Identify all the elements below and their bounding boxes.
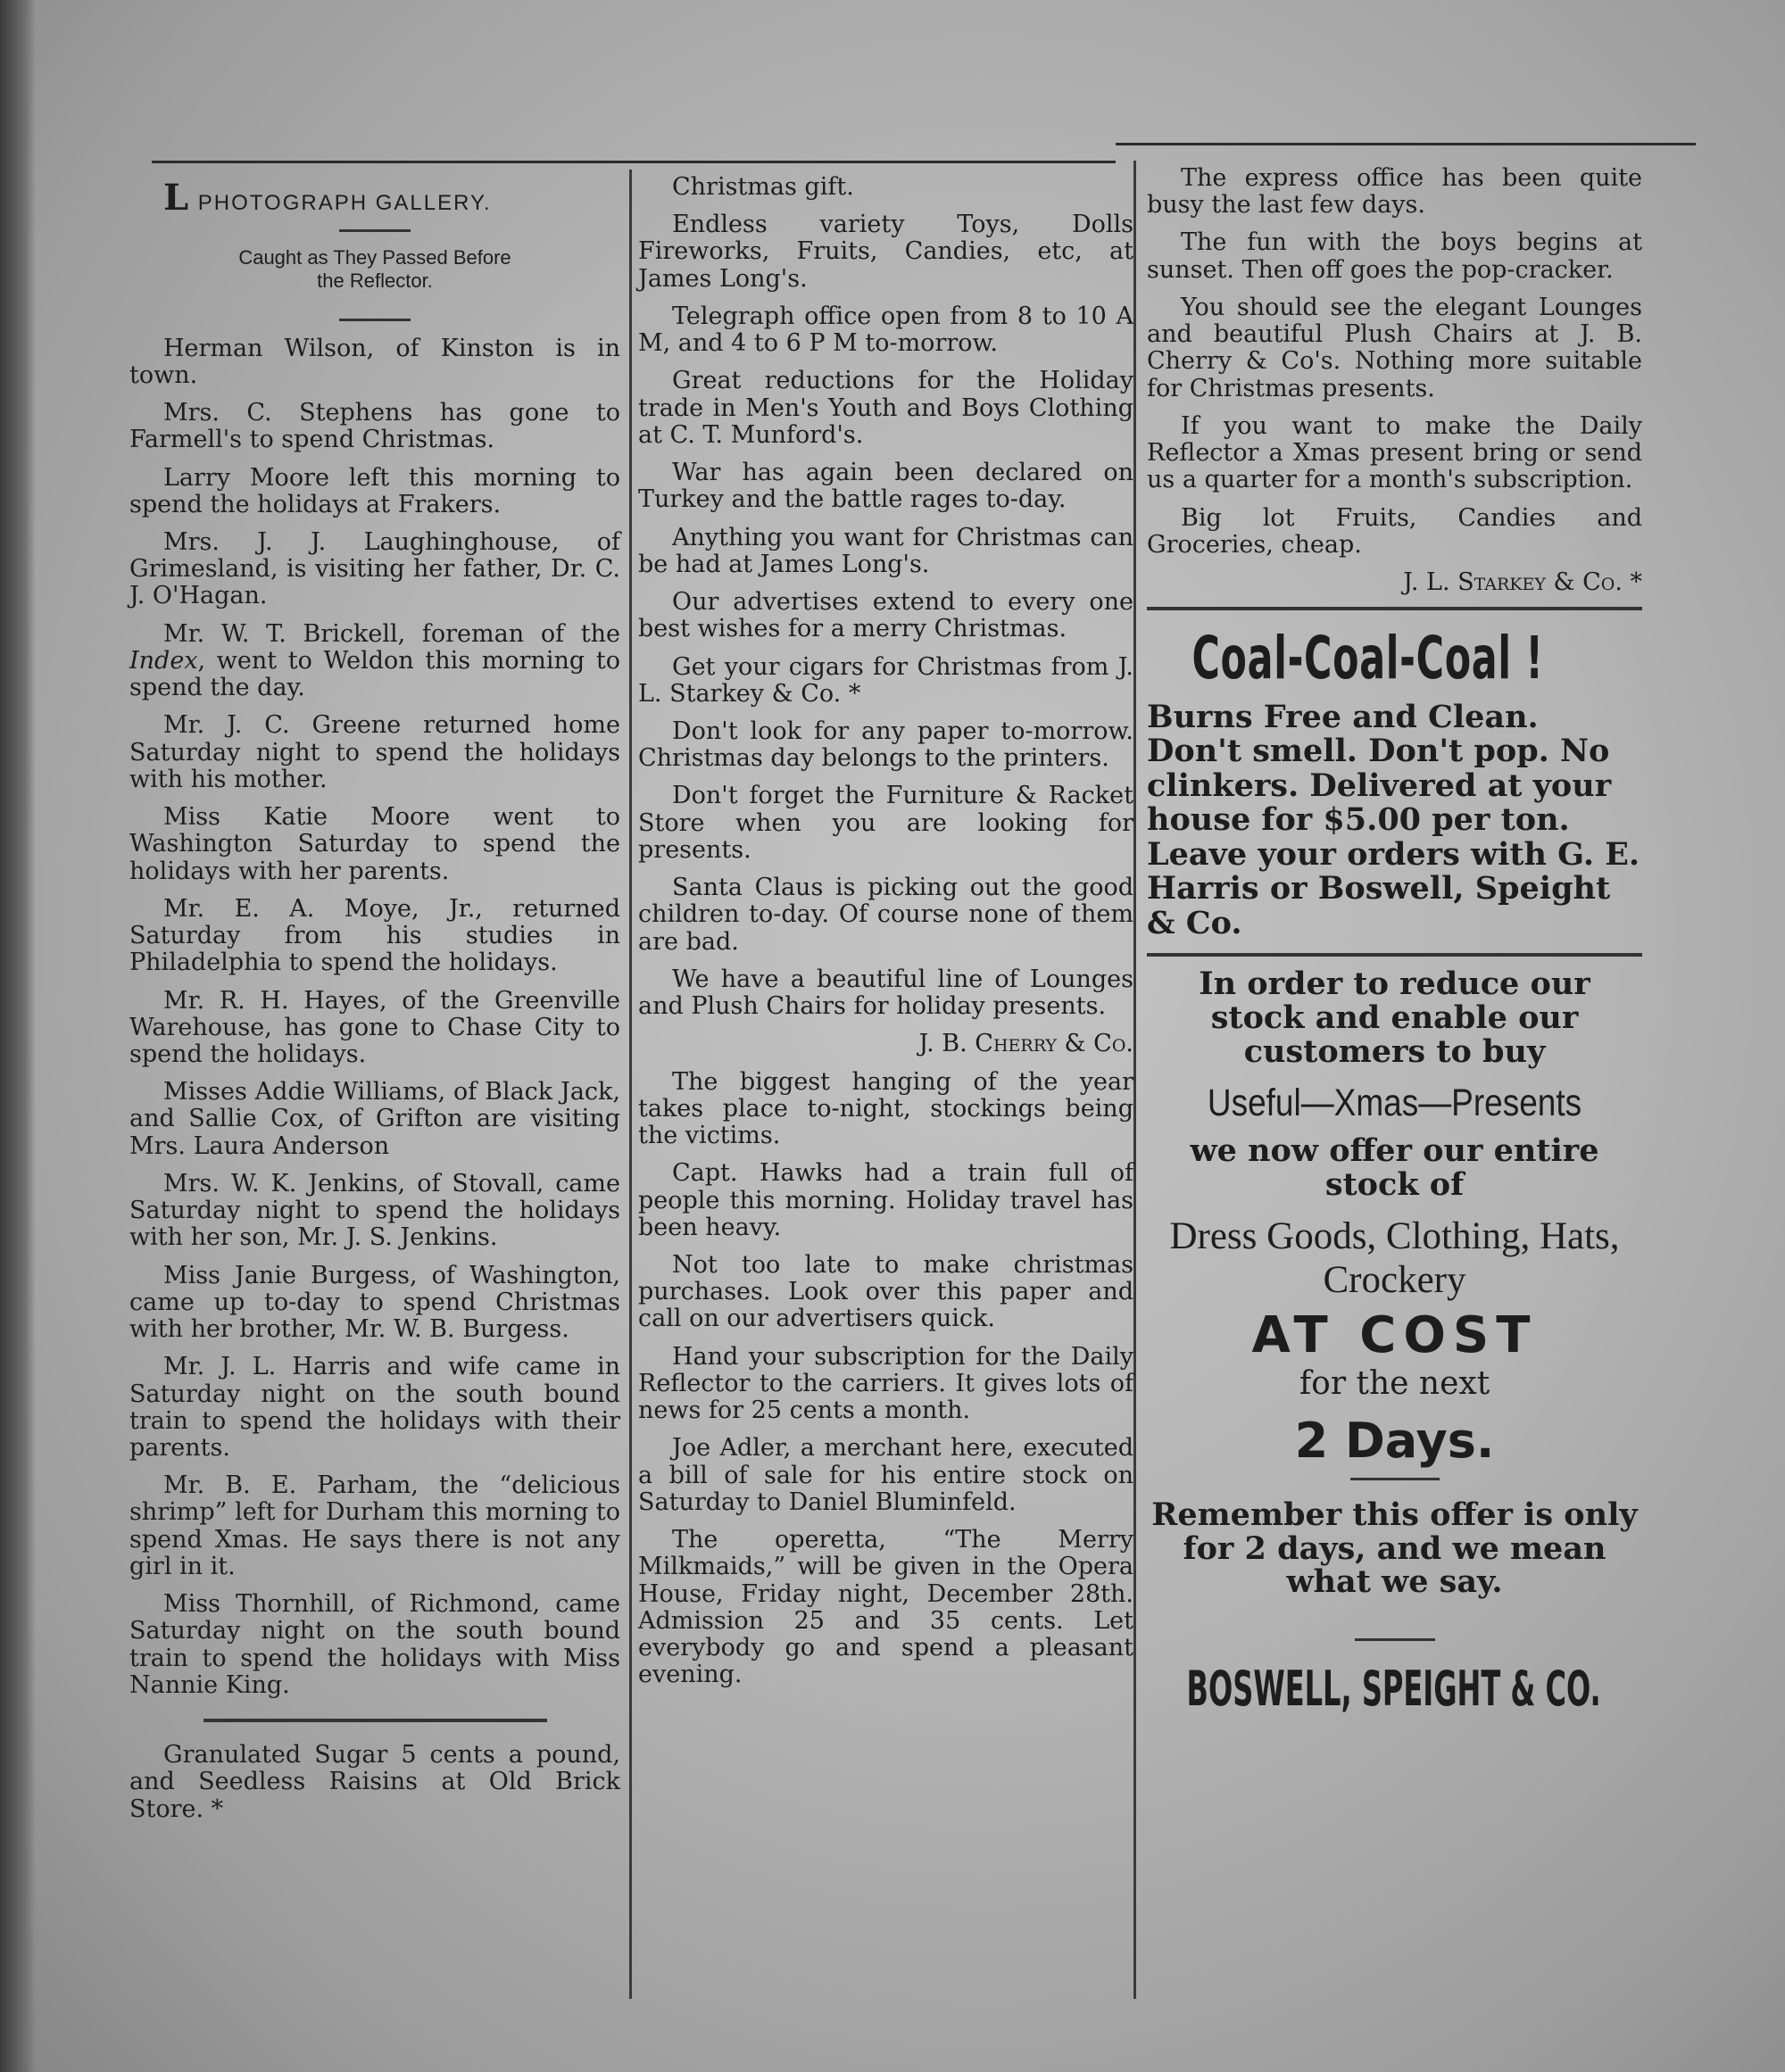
brickell-text-2: , went to Weldon this morning to spend the day. bbox=[129, 646, 620, 702]
brief-item: Joe Adler, a merchant here, executed a bill of sale for his entire stock on Saturday to Daniel Bluminfeld. bbox=[638, 1434, 1133, 1516]
column-local-news bbox=[129, 178, 620, 1834]
news-item: Mr. J. C. Greene returned home Saturday night to spend the holidays with his mother. bbox=[129, 711, 620, 793]
news-item: Larry Moore left this morning to spend the holidays at Frakers. bbox=[129, 463, 620, 518]
brief-item: The express office has been quite busy the last few days. bbox=[1147, 164, 1642, 220]
ad-divider bbox=[1147, 953, 1642, 957]
news-item: Misses Addie Williams, of Black Jack, and Sallie Cox, of Grifton are visiting Mrs. Laura Anderson bbox=[129, 1078, 620, 1160]
sale-rule bbox=[1355, 1638, 1435, 1641]
sale-for-the-next: for the next bbox=[1299, 1365, 1490, 1403]
subheading-rule bbox=[339, 319, 411, 321]
brief-item: Hand your subscription for the Daily Reflector to the carriers. It gives lots of news for 25 cents a month. bbox=[638, 1342, 1133, 1425]
brief-item: Get your cigars for Christmas from J. L. Starkey & Co. * bbox=[638, 652, 1133, 708]
brief-item: Not too late to make christmas purchases. Look over this paper and call on our advertisers quick. bbox=[638, 1250, 1133, 1333]
starkey-signature: J. L. Starkey & Co. * bbox=[1403, 568, 1642, 597]
heading-drop-cap: L bbox=[163, 177, 191, 219]
brief-item: The fun with the boys begins at sunset. Then off goes the pop-cracker. bbox=[1147, 228, 1642, 284]
coal-body: Burns Free and Clean. Don't smell. Don't pop. No clinkers. Delivered at your house for $5.00 per ton. Leave your orders with G. E. Harris or Boswell, Speight & Co. bbox=[1147, 698, 1640, 941]
brief-item: We have a beautiful line of Lounges and Plush Chairs for holiday presents. bbox=[638, 965, 1133, 1021]
news-item: Miss Thornhill, of Richmond, came Saturday night on the south bound train to spend the holidays with Miss Nannie King. bbox=[129, 1590, 620, 1699]
sale-offer: we now offer our entire stock of bbox=[1190, 1132, 1599, 1203]
sale-rule bbox=[1350, 1478, 1440, 1480]
brief-item: War has again been declared on Turkey and the battle rages to-day. bbox=[638, 459, 1133, 514]
news-item: Mrs. J. J. Laughinghouse, of Grimesland, is visiting her father, Dr. C. J. O'Hagan. bbox=[129, 527, 620, 610]
sale-at-cost: AT COST bbox=[1251, 1305, 1538, 1364]
page-edge-shadow bbox=[0, 0, 36, 2072]
news-item: Herman Wilson, of Kinston is in town. bbox=[129, 334, 620, 389]
coal-headline: Coal-Coal-Coal ! bbox=[1191, 624, 1544, 693]
sale-remember: Remember this offer is only for 2 days, and we mean what we say. bbox=[1151, 1496, 1638, 1601]
news-item: Mr. E. A. Moye, Jr., returned Saturday from his studies in Philadelphia to spend the holidays. bbox=[129, 894, 620, 977]
top-rule-left bbox=[152, 161, 1116, 163]
news-item-brickell bbox=[129, 621, 620, 702]
brickell-text-1: Mr. W. T. Brickell, foreman of the bbox=[163, 619, 620, 648]
brief-item: Telegraph office open from 8 to 10 A M, and 4 to 6 P M to-morrow. bbox=[638, 302, 1133, 358]
brief-item: The biggest hanging of the year takes place to-night, stockings being the victims. bbox=[638, 1067, 1133, 1150]
brief-item: Capt. Hawks had a train full of people this morning. Holiday travel has been heavy. bbox=[638, 1159, 1133, 1241]
section-heading bbox=[129, 178, 620, 219]
news-item: Mr. R. H. Hayes, of the Greenville Warehouse, has gone to Chase City to spend the holidays. bbox=[129, 986, 620, 1068]
brief-item: If you want to make the Daily Reflector a Xmas present bring or send us a quarter for a month's subscription. bbox=[1147, 411, 1642, 494]
brief-item: Don't forget the Furniture & Racket Store when you are looking for presents. bbox=[638, 782, 1133, 864]
top-rule-right bbox=[1116, 143, 1696, 145]
section-subheading bbox=[129, 246, 620, 294]
column-rule-2 bbox=[1133, 161, 1136, 1999]
news-item: Miss Katie Moore went to Washington Saturday to spend the holidays with her parents. bbox=[129, 803, 620, 885]
section-divider bbox=[203, 1719, 547, 1722]
brief-item: Santa Claus is picking out the good children to-day. Of course none of them are bad. bbox=[638, 874, 1133, 956]
brief-item: Great reductions for the Holiday trade in Men's Youth and Boys Clothing at C. T. Munford's. bbox=[638, 367, 1133, 449]
brief-item: Don't look for any paper to-morrow. Christmas day belongs to the printers. bbox=[638, 717, 1133, 773]
heading-text: PHOTOGRAPH GALLERY. bbox=[197, 191, 492, 215]
subheading-line-2: the Reflector. bbox=[317, 269, 433, 293]
brief-item: Anything you want for Christmas can be had at James Long's. bbox=[638, 523, 1133, 578]
brief-item: The operetta, “The Merry Milkmaids,” will be given in the Opera House, Friday night, December 28th. Admission 25 and 35 cents. Let everybody go and spend a pleasant evening. bbox=[638, 1526, 1133, 1689]
brief-item: You should see the elegant Lounges and beautiful Plush Chairs at J. B. Cherry & Co's. Nothing more suitable for Christmas presents. bbox=[1147, 293, 1642, 402]
brief-item: Endless variety Toys, Dolls Fireworks, Fruits, Candies, etc, at James Long's. bbox=[638, 211, 1133, 293]
sale-useful-presents: Useful—Xmas—Presents bbox=[1207, 1081, 1582, 1124]
sale-intro: In order to reduce our stock and enable our customers to buy bbox=[1199, 966, 1590, 1070]
sugar-ad: Granulated Sugar 5 cents a pound, and Seedless Raisins at Old Brick Store. * bbox=[129, 1741, 620, 1823]
news-item: Miss Janie Burgess, of Washington, came up to-day to spend Christmas with her brother, Mr. W. B. Burgess. bbox=[129, 1261, 620, 1344]
brief-item: Christmas gift. bbox=[672, 173, 854, 201]
subheading-line-1: Caught as They Passed Before bbox=[238, 245, 511, 269]
news-item: Mr. B. E. Parham, the “delicious shrimp” left for Durham this morning to spend Xmas. He says there is not any girl in it. bbox=[129, 1471, 620, 1580]
news-item: Mrs. C. Stephens has gone to Farmell's to spend Christmas. bbox=[129, 399, 620, 454]
news-item: Mrs. W. K. Jenkins, of Stovall, came Saturday night to spend the holidays with her son, Mr. J. S. Jenkins. bbox=[129, 1169, 620, 1252]
brief-item: Our advertises extend to every one best wishes for a merry Christmas. bbox=[638, 588, 1133, 643]
news-item: Mr. J. L. Harris and wife came in Saturday night on the south bound train to spend the holidays with their parents. bbox=[129, 1353, 620, 1463]
sale-two-days: 2 Days. bbox=[1294, 1413, 1495, 1470]
sale-goods: Dress Goods, Clothing, Hats, Crockery bbox=[1169, 1214, 1620, 1302]
firm-name: BOSWELL, SPEIGHT & CO. bbox=[1186, 1661, 1601, 1718]
coal-ad bbox=[1147, 626, 1642, 941]
cherry-signature: J. B. Cherry & Co. bbox=[918, 1030, 1133, 1058]
ad-divider bbox=[1147, 607, 1642, 610]
brief-item: Big lot Fruits, Candies and Groceries, cheap. bbox=[1147, 503, 1642, 559]
column-briefs bbox=[638, 174, 1133, 1699]
heading-rule bbox=[339, 229, 411, 232]
sale-ad bbox=[1147, 967, 1642, 1716]
column-ads bbox=[1147, 165, 1642, 1717]
column-rule-1 bbox=[629, 170, 632, 1999]
index-newspaper-name: Index bbox=[129, 646, 198, 675]
